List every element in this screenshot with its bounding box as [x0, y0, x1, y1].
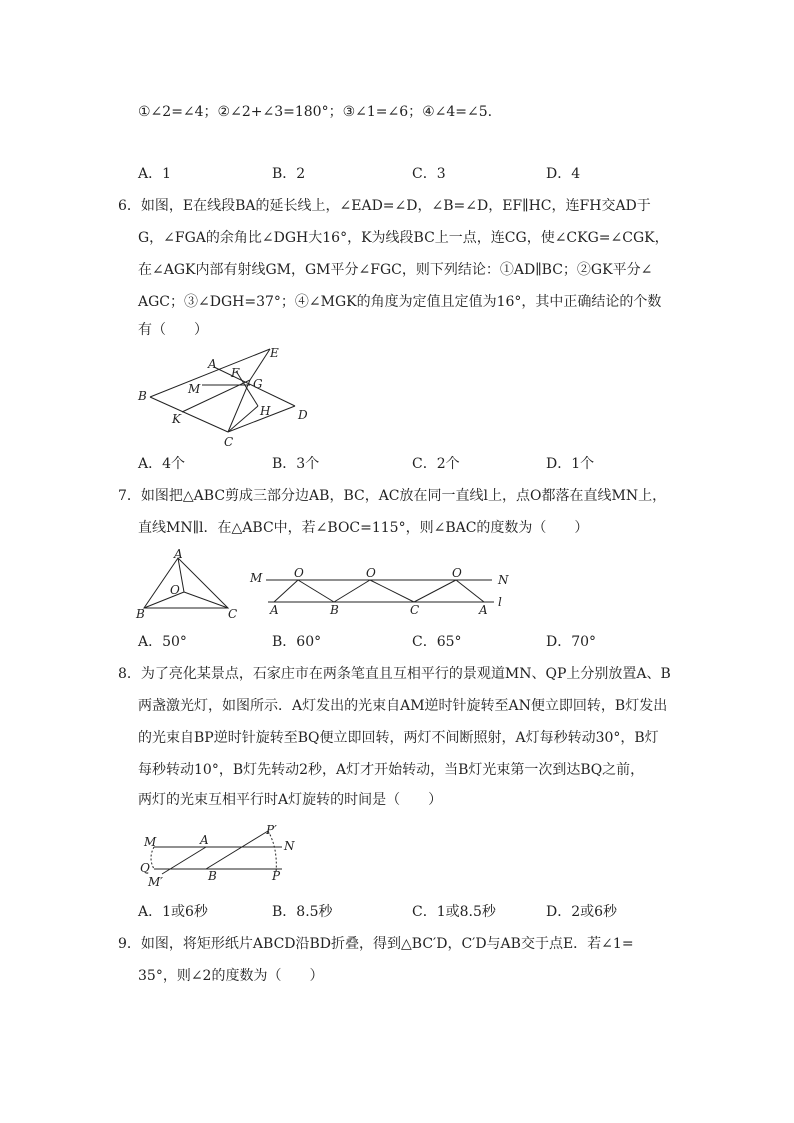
q6-label-k: K: [172, 412, 181, 426]
q6-label-h: H: [260, 404, 271, 418]
q6-option-a[interactable]: A．4个: [138, 456, 186, 472]
q6-label-a: A: [208, 357, 217, 371]
q8-label-p: P: [272, 869, 281, 883]
q7-label-n: N: [498, 573, 509, 587]
q7-label-a1: A: [270, 603, 279, 617]
q7-tri-label-c: C: [228, 607, 238, 621]
q7-option-b[interactable]: B．60°: [272, 634, 322, 650]
q7-label-b: B: [330, 603, 339, 617]
q6-option-b[interactable]: B．3个: [272, 456, 320, 472]
q6-label-c: C: [224, 435, 234, 449]
q6-line-1: 6．如图，E在线段BA的延长线上，∠EAD=∠D，∠B=∠D，EF∥HC，连FH交AD于: [118, 198, 651, 214]
q8-line-1: 8．为了亮化某景点，石家庄市在两条笔直且互相平行的景观道MN、QP上分别放置A、B: [118, 666, 671, 682]
q6-label-m: M: [188, 382, 201, 396]
q7-label-c: C: [410, 603, 420, 617]
q5-option-d[interactable]: D．4: [546, 166, 581, 182]
q7-figure-triangle: [132, 548, 242, 624]
q7-options: [138, 632, 658, 652]
q8-line-2: 两盏激光灯，如图所示．A灯发出的光束自AM逆时针旋转至AN便立即回转，B灯发出: [138, 698, 668, 714]
q8-line-3: 的光束自BP逆时针旋转至BQ便立即回转，两灯不间断照射，A灯每秒转动30°，B灯: [138, 730, 659, 746]
q7-tri-label-o: O: [170, 583, 180, 597]
q6-option-d[interactable]: D．1个: [546, 456, 595, 472]
q8-label-m-prime: M′: [148, 875, 164, 889]
q8-figure: [136, 818, 306, 892]
q6-options: [138, 454, 658, 474]
q6-label-e: E: [270, 346, 279, 360]
q8-option-c[interactable]: C．1或8.5秒: [412, 904, 496, 920]
q7-tri-label-a: A: [174, 548, 183, 561]
q6-label-g: G: [253, 377, 263, 391]
q9-line-1: 9．如图，将矩形纸片ABCD沿BD折叠，得到△BC′D，C′D与AB交于点E．若∠1=: [118, 936, 634, 952]
q8-label-q: Q: [140, 861, 150, 875]
q8-option-a[interactable]: A．1或6秒: [138, 904, 208, 920]
q6-label-f: F: [231, 366, 240, 380]
q8-option-d[interactable]: D．2或6秒: [546, 904, 618, 920]
q7-tri-label-b: B: [136, 607, 145, 621]
q7-figure-strip: [246, 564, 516, 620]
q6-figure: [130, 340, 320, 452]
q6-option-c[interactable]: C．2个: [412, 456, 460, 472]
q7-label-l: l: [498, 595, 502, 609]
q7-option-c[interactable]: C．65°: [412, 634, 462, 650]
q7-line-1: 7．如图把△ABC剪成三部分边AB，BC，AC放在同一直线l上，点O都落在直线MN上，: [118, 488, 667, 504]
q5-statement: ①∠2=∠4；②∠2+∠3=180°；③∠1=∠6；④∠4=∠5.: [138, 104, 493, 120]
q7-option-d[interactable]: D．70°: [546, 634, 597, 650]
q8-line-4: 每秒转动10°，B灯先转动2秒，A灯才开始转动，当B灯光束第一次到达BQ之前，: [138, 762, 645, 778]
q7-label-o3: O: [452, 566, 462, 580]
q8-option-b[interactable]: B．8.5秒: [272, 904, 333, 920]
q6-label-d: D: [298, 408, 308, 422]
q8-label-p-prime: P′: [266, 823, 277, 837]
q8-label-b: B: [208, 869, 217, 883]
q8-options: [138, 902, 658, 922]
q9-line-2: 35°，则∠2的度数为（ ）: [138, 968, 324, 984]
q7-label-a2: A: [479, 603, 488, 617]
q8-line-5: 两灯的光束互相平行时A灯旋转的时间是（ ）: [138, 792, 443, 808]
q8-label-a: A: [200, 833, 209, 847]
q6-line-2: G，∠FGA的余角比∠DGH大16°，K为线段BC上一点，连CG，使∠CKG=∠CGK，: [138, 230, 669, 246]
q8-label-m: M: [144, 835, 157, 849]
q7-option-a[interactable]: A．50°: [138, 634, 187, 650]
q8-label-n: N: [284, 839, 295, 853]
q6-line-5: 有（ ）: [138, 322, 208, 338]
q5-option-c[interactable]: C．3: [412, 166, 446, 182]
q7-line-2: 直线MN∥l．在△ABC中，若∠BOC=115°，则∠BAC的度数为（ ）: [138, 520, 589, 536]
q5-options: [138, 164, 658, 184]
q6-label-b: B: [138, 389, 147, 403]
q5-option-b[interactable]: B．2: [272, 166, 306, 182]
q7-label-o1: O: [294, 566, 304, 580]
q5-option-a[interactable]: A．1: [138, 166, 172, 182]
q6-line-3: 在∠AGK内部有射线GM，GM平分∠FGC，则下列结论：①AD∥BC；②GK平分∠: [138, 262, 653, 278]
q7-label-m: M: [250, 571, 263, 585]
q6-line-4: AGC；③∠DGH=37°；④∠MGK的角度为定值且定值为16°，其中正确结论的个数: [138, 294, 662, 310]
q7-label-o2: O: [366, 566, 376, 580]
